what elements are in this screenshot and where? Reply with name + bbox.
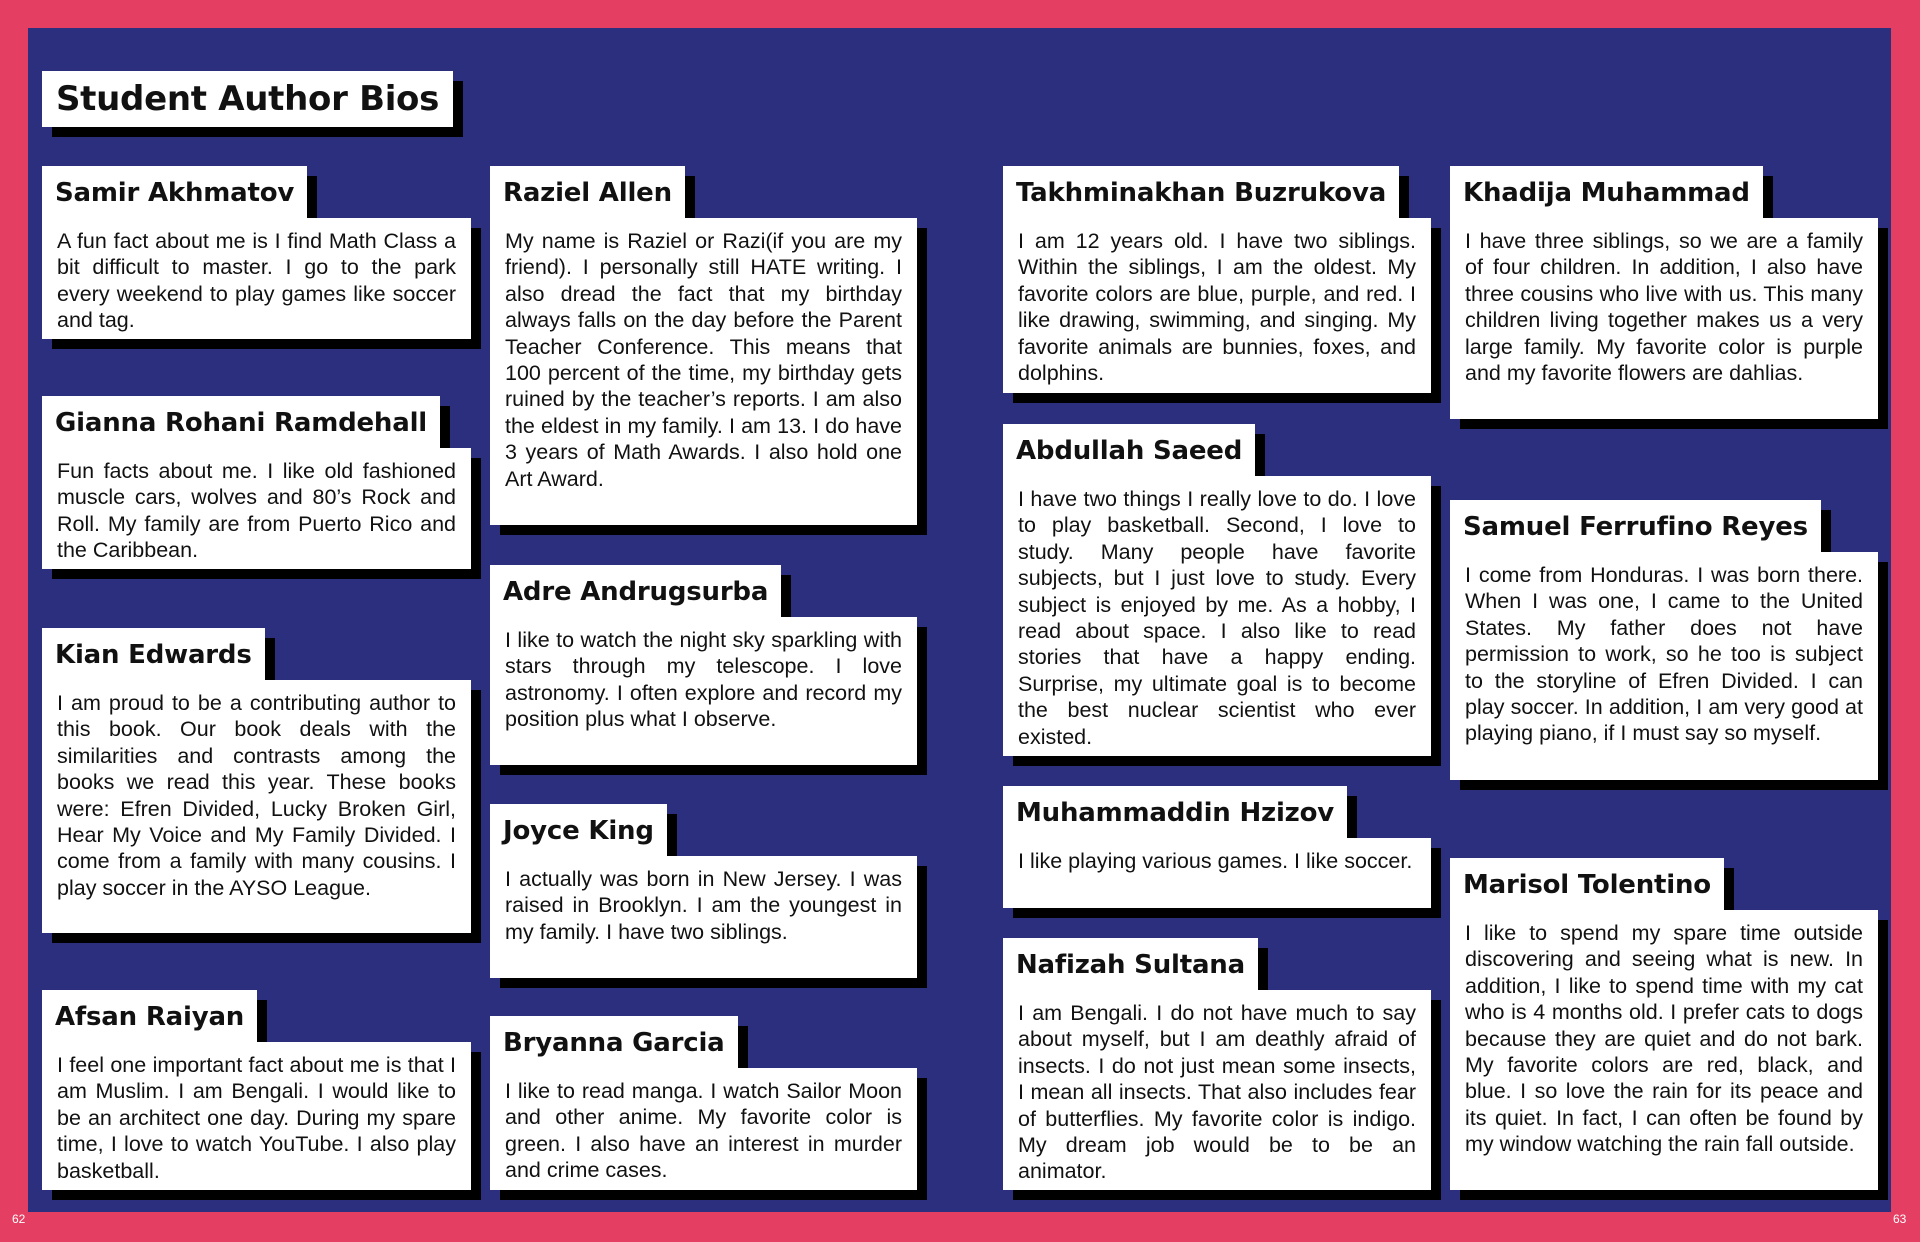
author-bio-text: I am Bengali. I do not have much to say about myself, but I am deathly afraid of insects. I do not just mean some insects, I mean all insects. That also includes fear of butterflies. My favorite color is indigo. My dream job would be to be an animator. bbox=[1018, 1001, 1416, 1184]
author-name-box bbox=[42, 990, 257, 1043]
author-name-box bbox=[490, 166, 685, 219]
author-bio-box bbox=[490, 1068, 917, 1190]
author-bio-box bbox=[1450, 910, 1878, 1190]
author-name-box bbox=[1450, 858, 1724, 911]
author-name: Gianna Rohani Ramdehall bbox=[55, 407, 428, 438]
author-name: Muhammaddin Hzizov bbox=[1016, 797, 1335, 828]
author-name-box bbox=[1003, 424, 1255, 477]
author-name-box bbox=[42, 166, 307, 219]
author-name: Khadija Muhammad bbox=[1463, 177, 1750, 208]
author-bio-box bbox=[42, 1042, 471, 1190]
author-bio-box bbox=[490, 218, 917, 525]
author-bio-text: A fun fact about me is I find Math Class a bit difficult to master. I go to the park every weekend to play games like soccer and tag. bbox=[57, 229, 456, 333]
author-name: Takhminakhan Buzrukova bbox=[1016, 177, 1387, 208]
page-title-box bbox=[42, 71, 453, 127]
author-bio-text: I am 12 years old. I have two siblings. Within the siblings, I am the oldest. My favorite colors are blue, purple, and red. I like drawing, swimming, and singing. My favorite animals are bunnies, foxes, and dolphins. bbox=[1018, 229, 1416, 386]
author-name: Bryanna Garcia bbox=[503, 1027, 725, 1058]
author-bio-text: I actually was born in New Jersey. I was raised in Brooklyn. I am the youngest in my family. I have two siblings. bbox=[505, 867, 902, 944]
author-name-box bbox=[1003, 786, 1347, 839]
author-bio-box bbox=[1450, 218, 1878, 419]
author-bio-text: I have two things I really love to do. I love to play basketball. Second, I love to study. Many people have favorite subjects, but I just love to study. Every subject is enjoyed by me. As a hobby, I read about space. I also like to read stories that have a happy ending. Surprise, my ultimate goal is to become the best nuclear scientist who ever existed. bbox=[1018, 487, 1416, 749]
author-bio-box bbox=[490, 856, 917, 978]
author-bio-text: I am proud to be a contributing author to this book. Our book deals with the similarities and contrasts among the books we read this year. These books were: Efren Divided, Lucky Broken Girl, Hear My Voice and My Family Divided. I come from a family with many cousins. I play soccer in the AYSO League. bbox=[57, 691, 456, 900]
author-name: Samir Akhmatov bbox=[55, 177, 295, 208]
author-name-box bbox=[42, 396, 440, 449]
author-bio-box bbox=[1003, 838, 1431, 908]
page-number-left: 62 bbox=[12, 1212, 26, 1226]
author-name: Raziel Allen bbox=[503, 177, 672, 208]
author-bio-box bbox=[1003, 218, 1431, 393]
author-name: Kian Edwards bbox=[55, 639, 252, 670]
author-bio-box bbox=[1003, 476, 1431, 756]
author-name: Abdullah Saeed bbox=[1016, 435, 1243, 466]
author-bio-text: Fun facts about me. I like old fashioned muscle cars, wolves and 80’s Rock and Roll. My family are from Puerto Rico and the Caribbean. bbox=[57, 459, 456, 563]
author-bio-box bbox=[42, 448, 471, 569]
author-bio-box bbox=[42, 218, 471, 339]
author-name-box bbox=[42, 628, 265, 681]
author-bio-text: I feel one important fact about me is that I am Muslim. I am Bengali. I would like to be an architect one day. During my spare time, I love to watch YouTube. I also play basketball. bbox=[57, 1053, 456, 1183]
author-bio-box bbox=[42, 680, 471, 933]
author-name-box bbox=[490, 565, 781, 618]
author-name: Marisol Tolentino bbox=[1463, 869, 1711, 900]
page-number-right: 63 bbox=[1893, 1212, 1907, 1226]
author-name: Nafizah Sultana bbox=[1016, 949, 1245, 980]
author-name: Adre Andrugsurba bbox=[503, 576, 769, 607]
author-name: Joyce King bbox=[503, 815, 654, 846]
author-bio-box bbox=[1003, 990, 1431, 1190]
author-bio-text: I like to spend my spare time outside discovering and seeing what is new. In addition, I like to spend time with my cat who is 4 months old. I prefer cats to dogs because they are quiet and do not bark. My favorite colors are red, black, and blue. I so love the rain for its peace and its quiet. In fact, I can often be found by my window watching the rain fall outside. bbox=[1465, 921, 1863, 1157]
author-bio-text: My name is Raziel or Razi(if you are my friend). I personally still HATE writing. I also dread the fact that my birthday always falls on the day before the Parent Teacher Conference. This means that 100 percent of the time, my birthday gets ruined by the teacher’s reports. I am also the eldest in my family. I am 13. I do have 3 years of Math Awards. I also hold one Art Award. bbox=[505, 229, 902, 491]
author-name-box bbox=[1450, 166, 1763, 219]
author-bio-text: I have three siblings, so we are a family of four children. In addition, I also have three cousins who live with us. This many children living together makes us a very large family. My favorite color is purple and my favorite flowers are dahlias. bbox=[1465, 229, 1863, 386]
author-bio-text: I like playing various games. I like soccer. bbox=[1018, 849, 1413, 873]
author-name-box bbox=[1450, 500, 1821, 553]
author-bio-text: I like to read manga. I watch Sailor Moon and other anime. My favorite color is green. I also have an interest in murder and crime cases. bbox=[505, 1079, 902, 1183]
author-name-box bbox=[1003, 166, 1399, 219]
author-bio-text: I like to watch the night sky sparkling with stars through my telescope. I love astronomy. I often explore and record my position plus what I observe. bbox=[505, 628, 902, 732]
author-name: Afsan Raiyan bbox=[55, 1001, 245, 1032]
author-name-box bbox=[1003, 938, 1258, 991]
author-name: Samuel Ferrufino Reyes bbox=[1463, 511, 1808, 542]
page-title: Student Author Bios bbox=[56, 79, 440, 119]
author-name-box bbox=[490, 804, 667, 857]
author-name-box bbox=[490, 1016, 738, 1069]
author-bio-box bbox=[1450, 552, 1878, 780]
author-bio-text: I come from Honduras. I was born there. When I was one, I came to the United States. My father does not have permission to work, so he too is subject to the storyline of Efren Divided. I can play soccer. In addition, I am very good at playing piano, if I must say so myself. bbox=[1465, 563, 1863, 746]
author-bio-box bbox=[490, 617, 917, 765]
